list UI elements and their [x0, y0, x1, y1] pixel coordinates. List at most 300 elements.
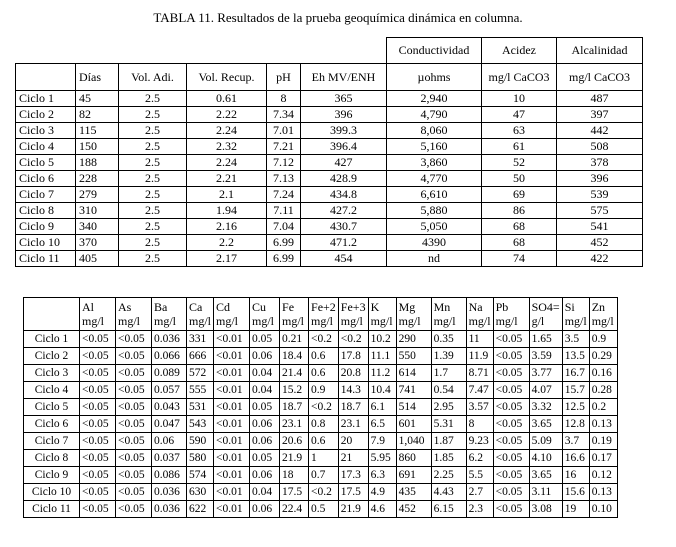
header-cell: mg/l CaCO3 [482, 64, 557, 91]
table-cell: 63 [482, 123, 557, 139]
table-cell: 18 [280, 467, 309, 484]
table-cell: <0.01 [214, 501, 250, 518]
table-cell: 21.9 [280, 450, 309, 467]
table-cell: 422 [557, 251, 643, 267]
table-cell: 0.2 [589, 399, 617, 416]
table-cell: 0.036 [152, 484, 187, 501]
table-row [24, 501, 618, 518]
table-cell: 0.13 [589, 484, 617, 501]
table-cell: <0.05 [493, 399, 529, 416]
row-label: Ciclo 9 [16, 219, 76, 235]
table-cell: 10 [482, 91, 557, 107]
table-cell: 13.5 [562, 348, 589, 365]
table-cell: 50 [482, 171, 557, 187]
table-cell: 0.19 [589, 433, 617, 450]
table-cell: 18.7 [338, 399, 368, 416]
table-cell: 487 [557, 91, 643, 107]
table-cell: 12.8 [562, 416, 589, 433]
table-row [16, 155, 643, 171]
header-cell [152, 298, 187, 331]
header-row [16, 64, 643, 91]
header-cell: pH [267, 64, 301, 91]
table-cell: 2.5 [119, 155, 187, 171]
row-label: Ciclo 6 [24, 416, 80, 433]
group-header-cell: Alcalinidad [557, 38, 643, 64]
element-name: Fe+2 [311, 300, 336, 314]
table-cell: 0.5 [309, 501, 339, 518]
header-cell [80, 298, 116, 331]
header-cell [493, 298, 529, 331]
table-cell: 2.95 [431, 399, 466, 416]
row-label: Ciclo 3 [16, 123, 76, 139]
row-label: Ciclo 5 [24, 399, 80, 416]
table-cell: 0.10 [589, 501, 617, 518]
table-cell: 290 [396, 331, 431, 348]
table-cell: 860 [396, 450, 431, 467]
table-cell: 399.3 [301, 123, 387, 139]
row-label: Ciclo 4 [24, 382, 80, 399]
table-cell: 45 [76, 91, 119, 107]
table-cell: 574 [187, 467, 214, 484]
table-cell: 20 [338, 433, 368, 450]
table-cell: 19 [562, 501, 589, 518]
element-name: Pb [495, 300, 509, 314]
table-cell: 14.3 [338, 382, 368, 399]
header-cell: Días [76, 64, 119, 91]
element-name: K [370, 300, 380, 314]
table-cell: 428.9 [301, 171, 387, 187]
table-cell: 0.04 [250, 484, 280, 501]
element-name: SO4= [531, 300, 560, 314]
table-cell: 666 [187, 348, 214, 365]
table-cell: 2.2 [187, 235, 267, 251]
table-cell: 228 [76, 171, 119, 187]
group-header-row [16, 38, 643, 64]
table-cell: 0.066 [152, 348, 187, 365]
table-cell: <0.05 [116, 399, 152, 416]
element-name: Na [468, 300, 483, 314]
unit-label: mg/l [468, 314, 491, 328]
table-cell: 0.16 [589, 365, 617, 382]
table-cell: 21.4 [280, 365, 309, 382]
table-cell: 15.2 [280, 382, 309, 399]
table-cell: 0.9 [309, 382, 339, 399]
table-cell: 5.31 [431, 416, 466, 433]
table-cell: 5,160 [387, 139, 482, 155]
header-cell [589, 298, 617, 331]
table-cell: 17.3 [338, 467, 368, 484]
table-cell: <0.05 [80, 365, 116, 382]
table-cell: 0.12 [589, 467, 617, 484]
table-cell: 3.65 [529, 416, 562, 433]
table-cell: <0.05 [493, 365, 529, 382]
table-cell: <0.01 [214, 399, 250, 416]
table-cell: <0.05 [80, 399, 116, 416]
table-cell: 572 [187, 365, 214, 382]
table-cell: 2.25 [431, 467, 466, 484]
table-cell: 2.5 [119, 91, 187, 107]
table-cell: <0.05 [116, 484, 152, 501]
row-label: Ciclo 10 [24, 484, 80, 501]
table-cell: 1.87 [431, 433, 466, 450]
header-cell [280, 298, 309, 331]
element-name: Cd [216, 300, 231, 314]
table-cell: 4.6 [368, 501, 396, 518]
table-cell: 434.8 [301, 187, 387, 203]
table-cell: 0.35 [431, 331, 466, 348]
table-cell: 0.057 [152, 382, 187, 399]
table-cell: <0.05 [116, 467, 152, 484]
table-cell: 1.65 [529, 331, 562, 348]
table-cell: 12.5 [562, 399, 589, 416]
row-label: Ciclo 9 [24, 467, 80, 484]
element-name: Si [564, 300, 575, 314]
table-cell: 452 [396, 501, 431, 518]
table-cell: <0.05 [116, 433, 152, 450]
element-name: Fe [282, 300, 295, 314]
table-cell: 1.39 [431, 348, 466, 365]
table-cell: 6,610 [387, 187, 482, 203]
table-cell: 310 [76, 203, 119, 219]
table-cell: 0.04 [250, 365, 280, 382]
table-cell: 2.22 [187, 107, 267, 123]
table-cell: 10.2 [368, 331, 396, 348]
table-row [24, 331, 618, 348]
table-cell: 22.4 [280, 501, 309, 518]
table-cell: <0.05 [80, 348, 116, 365]
header-cell: mg/l CaCO3 [557, 64, 643, 91]
table-cell: 541 [557, 219, 643, 235]
table-cell: 3.77 [529, 365, 562, 382]
table-cell: 2.3 [466, 501, 493, 518]
table-cell: 630 [187, 484, 214, 501]
unit-label: g/l [531, 314, 545, 328]
table-row [24, 399, 618, 416]
table-cell: 3,860 [387, 155, 482, 171]
table-cell: 514 [396, 399, 431, 416]
table-cell: 0.13 [589, 416, 617, 433]
table-cell: 11.2 [368, 365, 396, 382]
table-cell: 0.06 [152, 433, 187, 450]
corner-cell [24, 298, 80, 331]
table-cell: 0.036 [152, 501, 187, 518]
chemical-analysis-table [23, 297, 618, 518]
table-cell: 601 [396, 416, 431, 433]
row-label: Ciclo 11 [16, 251, 76, 267]
table-cell: 5.09 [529, 433, 562, 450]
group-header-cell: Conductividad [387, 38, 482, 64]
table-cell: 4.07 [529, 382, 562, 399]
table-cell: 405 [76, 251, 119, 267]
header-cell: Vol. Adi. [119, 64, 187, 91]
table-cell: 2.5 [119, 235, 187, 251]
table-cell: 396 [557, 171, 643, 187]
element-name: Mg [398, 300, 416, 314]
table-cell: 454 [301, 251, 387, 267]
row-label: Ciclo 6 [16, 171, 76, 187]
table-cell: 5,880 [387, 203, 482, 219]
table-cell: 0.9 [589, 331, 617, 348]
table-cell: 115 [76, 123, 119, 139]
table-cell: 435 [396, 484, 431, 501]
table-row [24, 348, 618, 365]
table-cell: 8 [466, 416, 493, 433]
table-cell: 741 [396, 382, 431, 399]
header-cell [396, 298, 431, 331]
table-row [16, 251, 643, 267]
table-cell: 0.047 [152, 416, 187, 433]
table-row [16, 171, 643, 187]
table-cell: 7.01 [267, 123, 301, 139]
table-cell: <0.05 [493, 501, 529, 518]
element-name: As [118, 300, 132, 314]
table-cell: 16.7 [562, 365, 589, 382]
table-cell: 20.8 [338, 365, 368, 382]
table-cell: 21.9 [338, 501, 368, 518]
table-cell: 0.06 [250, 416, 280, 433]
table-cell: 2,940 [387, 91, 482, 107]
table-cell: 4390 [387, 235, 482, 251]
table-cell: 0.6 [309, 433, 339, 450]
table-cell: 69 [482, 187, 557, 203]
table-cell: <0.05 [493, 467, 529, 484]
table-cell: 0.8 [309, 416, 339, 433]
table-row [16, 91, 643, 107]
table-cell: 2.5 [119, 219, 187, 235]
table-row [24, 450, 618, 467]
table-cell: 7.24 [267, 187, 301, 203]
table-cell: 378 [557, 155, 643, 171]
table-cell: 2.5 [119, 107, 187, 123]
table-cell: 0.086 [152, 467, 187, 484]
table-cell: 0.54 [431, 382, 466, 399]
table-cell: 7.47 [466, 382, 493, 399]
table-cell: 6.99 [267, 251, 301, 267]
table-cell: 340 [76, 219, 119, 235]
table-cell: 47 [482, 107, 557, 123]
table-cell: 18.7 [280, 399, 309, 416]
table-cell: 622 [187, 501, 214, 518]
table-cell: <0.05 [80, 416, 116, 433]
table-cell: 396.4 [301, 139, 387, 155]
table-cell: 74 [482, 251, 557, 267]
table-cell: <0.2 [309, 484, 339, 501]
table-cell: 23.1 [280, 416, 309, 433]
table-cell: 427.2 [301, 203, 387, 219]
table-cell: 61 [482, 139, 557, 155]
table-cell: <0.05 [80, 382, 116, 399]
table-cell: 7.34 [267, 107, 301, 123]
table-cell: 7.12 [267, 155, 301, 171]
table-cell: <0.05 [116, 416, 152, 433]
table-cell: 86 [482, 203, 557, 219]
table-cell: 68 [482, 235, 557, 251]
table-cell: <0.01 [214, 331, 250, 348]
table-cell: <0.05 [80, 331, 116, 348]
table-cell: 4.43 [431, 484, 466, 501]
group-header-cell: Acidez [482, 38, 557, 64]
row-label: Ciclo 8 [24, 450, 80, 467]
table-cell: 691 [396, 467, 431, 484]
table-cell: 452 [557, 235, 643, 251]
unit-label: mg/l [216, 314, 239, 328]
table-cell: 23.1 [338, 416, 368, 433]
table-cell: 11 [466, 331, 493, 348]
table-cell: 2.5 [119, 187, 187, 203]
table-cell: 4.10 [529, 450, 562, 467]
element-name: Ca [189, 300, 203, 314]
table-cell: 279 [76, 187, 119, 203]
table-cell: <0.01 [214, 416, 250, 433]
table-cell: 2.16 [187, 219, 267, 235]
table-cell: 3.65 [529, 467, 562, 484]
table-row [24, 467, 618, 484]
table-row [16, 219, 643, 235]
table-cell: 7.9 [368, 433, 396, 450]
table-cell: 7.04 [267, 219, 301, 235]
table-cell: 11.1 [368, 348, 396, 365]
table-cell: 18.4 [280, 348, 309, 365]
table-cell: 3.57 [466, 399, 493, 416]
table-cell: 555 [187, 382, 214, 399]
unit-label: mg/l [433, 314, 456, 328]
table-cell: 8,060 [387, 123, 482, 139]
table-cell: 331 [187, 331, 214, 348]
table-row [16, 187, 643, 203]
table-cell: 4,790 [387, 107, 482, 123]
table-cell: 188 [76, 155, 119, 171]
table-cell: 0.036 [152, 331, 187, 348]
table-cell: 370 [76, 235, 119, 251]
unit-label: mg/l [591, 314, 614, 328]
table-cell: 6.99 [267, 235, 301, 251]
table-cell: 4.9 [368, 484, 396, 501]
row-label: Ciclo 2 [16, 107, 76, 123]
header-cell [368, 298, 396, 331]
table-cell: 3.59 [529, 348, 562, 365]
table-cell: <0.05 [493, 484, 529, 501]
table-cell: <0.01 [214, 484, 250, 501]
table-cell: 0.037 [152, 450, 187, 467]
table-cell: 2.21 [187, 171, 267, 187]
row-label: Ciclo 7 [16, 187, 76, 203]
corner-cell [16, 64, 76, 91]
table-cell: 0.05 [250, 450, 280, 467]
table-cell: 0.05 [250, 399, 280, 416]
header-cell: Eh MV/ENH [301, 64, 387, 91]
table-cell: 1.7 [431, 365, 466, 382]
table-cell: 2.7 [466, 484, 493, 501]
table-cell: 0.61 [187, 91, 267, 107]
table-cell: 6.15 [431, 501, 466, 518]
unit-label: mg/l [118, 314, 141, 328]
table-cell: 365 [301, 91, 387, 107]
table-cell: 580 [187, 450, 214, 467]
table-row [16, 203, 643, 219]
element-name: Zn [591, 300, 606, 314]
unit-label: mg/l [370, 314, 393, 328]
table-cell: 15.7 [562, 382, 589, 399]
table-cell: 0.06 [250, 348, 280, 365]
header-cell [431, 298, 466, 331]
table-row [24, 416, 618, 433]
unit-label: mg/l [398, 314, 421, 328]
table-cell: 17.8 [338, 348, 368, 365]
table-cell: <0.01 [214, 382, 250, 399]
header-cell [466, 298, 493, 331]
element-name: Ba [154, 300, 168, 314]
element-name: Fe+3 [340, 300, 366, 314]
table-cell: 5,050 [387, 219, 482, 235]
table-cell: 0.043 [152, 399, 187, 416]
table-cell: 3.7 [562, 433, 589, 450]
table-cell: 21 [338, 450, 368, 467]
header-cell [214, 298, 250, 331]
row-label: Ciclo 3 [24, 365, 80, 382]
table-cell: 550 [396, 348, 431, 365]
element-name: Al [82, 300, 94, 314]
row-label: Ciclo 7 [24, 433, 80, 450]
table-cell: 0.21 [280, 331, 309, 348]
table-row [24, 382, 618, 399]
header-cell [562, 298, 589, 331]
row-label: Ciclo 2 [24, 348, 80, 365]
table-cell: 2.32 [187, 139, 267, 155]
table-cell: 3.11 [529, 484, 562, 501]
element-name: Cu [252, 300, 267, 314]
table-cell: 0.7 [309, 467, 339, 484]
table-cell: 9.23 [466, 433, 493, 450]
table-cell: 0.06 [250, 501, 280, 518]
table-title: TABLA 11. Resultados de la prueba geoquímica dinámica en columna. [153, 10, 523, 25]
table-row [24, 365, 618, 382]
column-test-results-table [15, 37, 643, 267]
table-row [24, 484, 618, 501]
table-cell: 8 [267, 91, 301, 107]
table-cell: 1 [309, 450, 339, 467]
table-cell: <0.05 [80, 467, 116, 484]
table-cell: <0.05 [493, 450, 529, 467]
unit-label: mg/l [252, 314, 275, 328]
element-name: Mn [433, 300, 451, 314]
table-cell: 471.2 [301, 235, 387, 251]
table-cell: 6.2 [466, 450, 493, 467]
table-cell: 0.04 [250, 382, 280, 399]
table-cell: <0.05 [493, 416, 529, 433]
table-cell: <0.05 [80, 501, 116, 518]
table-cell: 0.089 [152, 365, 187, 382]
table-cell: 2.5 [119, 139, 187, 155]
header-row [24, 298, 618, 331]
table-cell: 10.4 [368, 382, 396, 399]
table-cell: <0.05 [80, 433, 116, 450]
unit-label: mg/l [564, 314, 587, 328]
table-cell: <0.05 [116, 382, 152, 399]
table-cell: 5.95 [368, 450, 396, 467]
table-cell: <0.05 [116, 450, 152, 467]
header-cell [529, 298, 562, 331]
table-row [16, 139, 643, 155]
table-cell: 7.11 [267, 203, 301, 219]
table-cell: 1,040 [396, 433, 431, 450]
table-cell: 6.1 [368, 399, 396, 416]
table-cell: <0.01 [214, 365, 250, 382]
table-cell: 2.24 [187, 155, 267, 171]
row-label: Ciclo 1 [16, 91, 76, 107]
table-row [24, 433, 618, 450]
table-cell: <0.01 [214, 450, 250, 467]
table-cell: 590 [187, 433, 214, 450]
